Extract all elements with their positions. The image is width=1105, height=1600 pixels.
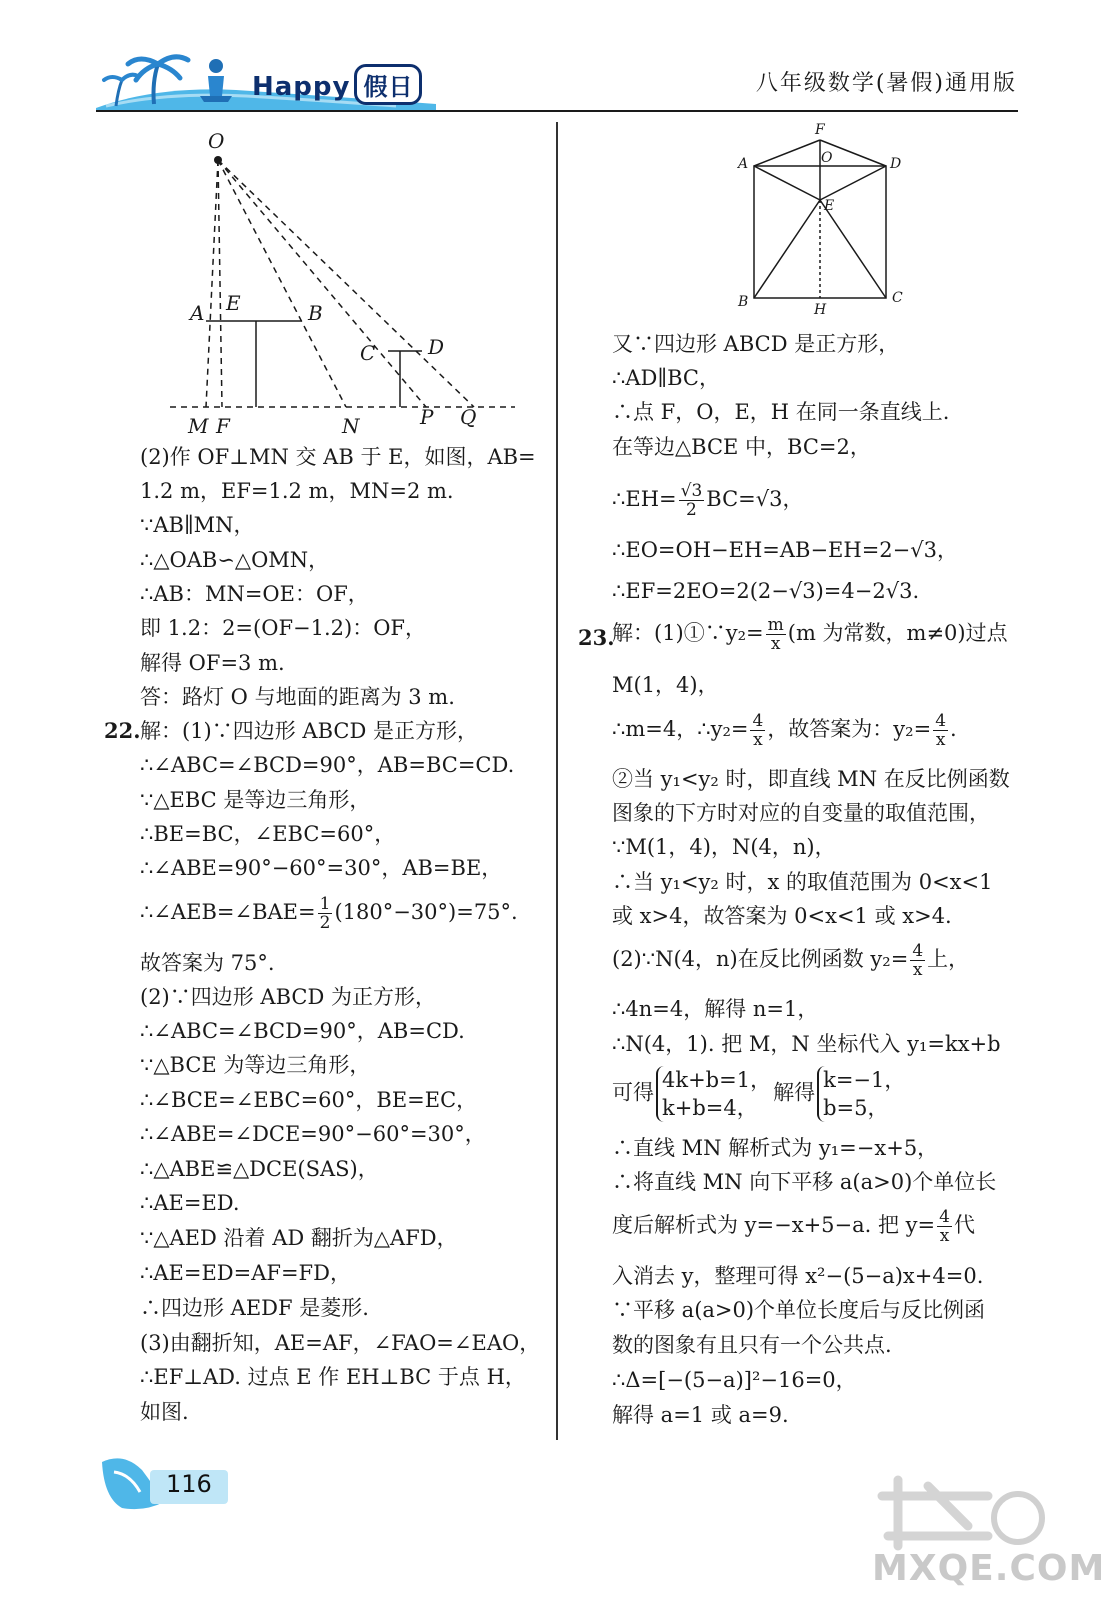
label-n: N — [342, 414, 360, 438]
text-line: ∴∠ABC=∠BCD=90°，AB=CD. — [140, 1019, 465, 1043]
text-segment: (m 为常数，m≠0)过点 — [787, 621, 1008, 645]
text-line: ∴当 y₁<y₂ 时，x 的取值范围为 0<x<1 — [612, 870, 993, 894]
text-line: 即 1.2：2=(OF−1.2)：OF， — [140, 616, 426, 640]
text-line: 数的图象有且只有一个公共点. — [612, 1333, 892, 1357]
text-line: ∵M(1，4)，N(4，n)， — [612, 835, 836, 859]
text-line-with-system — [612, 1066, 907, 1122]
text-line: ∵平移 a(a>0)个单位长度后与反比例函 — [612, 1298, 986, 1322]
fraction-denominator: x — [935, 730, 946, 750]
label-o: O — [821, 150, 833, 166]
brand-logo-cn: 假日 — [354, 64, 422, 105]
line-be — [754, 200, 820, 298]
figure-streetlight — [160, 130, 530, 440]
column-divider — [556, 122, 558, 1440]
text-line: 1.2 m，EF=1.2 m，MN=2 m. — [140, 479, 454, 503]
line-ed — [820, 166, 886, 200]
question-number: 22. — [104, 718, 141, 743]
text-line: ∴四边形 AEDF 是菱形. — [140, 1296, 369, 1320]
text-line: 或 x>4，故答案为 0<x<1 或 x>4. — [612, 904, 952, 928]
text-segment: 解得 — [773, 1080, 816, 1105]
fraction-numerator: 1 — [319, 894, 331, 914]
ray-on — [218, 160, 346, 407]
fraction-denominator: 2 — [686, 500, 697, 520]
label-b: B — [738, 294, 749, 310]
text-segment: 度后解析式为 y=−x+5−a. 把 y= — [612, 1213, 936, 1237]
text-line: ②当 y₁<y₂ 时，即直线 MN 在反比例函数 — [612, 767, 1010, 791]
text-line: ∵△AED 沿着 AD 翻折为△AFD， — [140, 1226, 458, 1250]
text-line: 如图. — [140, 1400, 189, 1424]
label-q: Q — [460, 405, 477, 429]
fraction-numerator: 4 — [935, 711, 947, 731]
text-line-with-fraction — [612, 482, 804, 519]
label-c: C — [360, 341, 376, 365]
equation: b=5， — [823, 1096, 889, 1120]
text-line: (2)∵四边形 ABCD 为正方形， — [140, 985, 436, 1009]
text-segment: ，故答案为：y₂= — [767, 717, 932, 741]
fraction-numerator: 4 — [752, 711, 764, 731]
fraction-denominator: x — [770, 634, 781, 654]
text-line: ∴点 F，O，E，H 在同一条直线上. — [612, 400, 950, 424]
text-line: 图象的下方时对应的自变量的取值范围， — [612, 801, 990, 825]
text-line: ∴BE=BC，∠EBC=60°， — [140, 822, 396, 846]
text-line: (3)由翻折知，AE=AF，∠FAO=∠EAO， — [140, 1331, 541, 1355]
fraction — [318, 895, 333, 932]
fraction-denominator: x — [912, 960, 923, 980]
text-line: ∴EO=OH−EH=AB−EH=2−√3， — [612, 538, 958, 562]
text-segment: (180°−30°)=75°. — [334, 900, 518, 924]
page-badge-art — [94, 1452, 234, 1518]
line-ce — [820, 200, 886, 298]
label-f: F — [815, 122, 825, 138]
text-line: ∴∠ABE=∠DCE=90°−60°=30°， — [140, 1122, 486, 1146]
text-line-with-fraction — [612, 616, 1008, 653]
fraction — [933, 712, 948, 749]
ray-om — [206, 160, 218, 407]
text-line: ∴EF⊥AD. 过点 E 作 EH⊥BC 于点 H， — [140, 1365, 526, 1389]
text-line: ∵AB∥MN， — [140, 513, 255, 537]
text-line: ∴N(4，1). 把 M，N 坐标代入 y₁=kx+b — [612, 1032, 1001, 1056]
fraction — [766, 616, 786, 653]
equation: k=−1， — [823, 1068, 906, 1092]
text-segment: ∴∠AEB=∠BAE= — [140, 900, 316, 924]
label-d: D — [428, 335, 445, 359]
line-af — [754, 140, 820, 166]
label-d: D — [890, 156, 902, 172]
brand-logo-en: Happy — [252, 72, 351, 102]
text-line: M(1，4)， — [612, 673, 719, 697]
text-line: 又∵四边形 ABCD 是正方形， — [612, 332, 900, 356]
text-line: ∴直线 MN 解析式为 y₁=−x+5， — [612, 1136, 939, 1160]
text-segment: (2)∵N(4，n)在反比例函数 y₂= — [612, 947, 909, 971]
text-segment: BC=√3， — [706, 487, 804, 511]
text-line: ∴△OAB∽△OMN， — [140, 548, 330, 572]
text-line: ∴AE=ED=AF=FD， — [140, 1261, 351, 1285]
text-segment: . — [950, 717, 957, 741]
text-line: 答：路灯 O 与地面的距离为 3 m. — [140, 685, 455, 709]
text-line: 解得 a=1 或 a=9. — [612, 1403, 789, 1427]
text-line: ∴∠ABC=∠BCD=90°，AB=BC=CD. — [140, 753, 515, 777]
text-segment: ∴m=4，∴y₂= — [612, 717, 749, 741]
ray-op — [218, 160, 426, 407]
label-c: C — [892, 290, 903, 306]
book-title: 八年级数学(暑假)通用版 — [755, 71, 1017, 96]
text-segment: 代 — [953, 1213, 975, 1237]
text-line: 故答案为 75°. — [140, 951, 275, 975]
label-h: H — [814, 302, 827, 318]
solution-system — [817, 1066, 905, 1122]
ray-of — [218, 160, 222, 407]
text-line: ∴将直线 MN 向下平移 a(a>0)个单位长 — [612, 1170, 997, 1194]
fraction-numerator: m — [767, 615, 784, 635]
text-line: ∴AD∥BC， — [612, 366, 720, 390]
fraction — [750, 712, 765, 749]
equation: k+b=4， — [662, 1096, 758, 1120]
equation-system — [656, 1066, 771, 1122]
label-a: A — [738, 156, 749, 172]
fraction — [910, 942, 925, 979]
fraction-numerator: 4 — [939, 1207, 950, 1227]
text-line: ∴EF=2EO=2(2−√3)=4−2√3. — [612, 579, 920, 603]
text-line-with-fraction — [612, 1208, 975, 1245]
label-e: E — [824, 198, 835, 214]
label-f: F — [216, 414, 230, 438]
brand-logo — [252, 64, 422, 105]
fraction-denominator: x — [753, 730, 763, 750]
label-o: O — [208, 129, 225, 153]
fraction-numerator: 4 — [912, 941, 924, 961]
text-line: 解得 OF=3 m. — [140, 651, 285, 675]
label-a: A — [190, 301, 205, 325]
watermark-text: MXQE.COM — [872, 1548, 1105, 1589]
header-rule — [96, 110, 1018, 112]
fraction-numerator: √3 — [680, 481, 703, 501]
question-number: 23. — [578, 625, 615, 650]
text-line: ∴AE=ED. — [140, 1191, 240, 1215]
figure-square — [730, 118, 910, 318]
line-ae — [754, 166, 820, 200]
point-o — [214, 156, 222, 164]
text-line: ∵△EBC 是等边三角形， — [140, 788, 371, 812]
text-line-with-fraction — [612, 712, 957, 749]
fraction — [937, 1208, 952, 1245]
text-line: 解：(1)∵四边形 ABCD 是正方形， — [140, 719, 478, 743]
label-m: M — [188, 414, 209, 438]
text-line: ∴△ABE≌△DCE(SAS)， — [140, 1157, 379, 1181]
text-line-with-fraction — [140, 895, 518, 932]
page-number: 116 — [166, 1470, 212, 1498]
text-line: (2)作 OF⊥MN 交 AB 于 E，如图，AB= — [140, 445, 536, 469]
text-line: ∵△BCE 为等边三角形， — [140, 1053, 371, 1077]
text-line: 入消去 y，整理可得 x²−(5−a)x+4=0. — [612, 1264, 984, 1288]
label-b: B — [308, 301, 323, 325]
text-line: 在等边△BCE 中，BC=2， — [612, 435, 871, 459]
text-segment: 上， — [927, 947, 970, 971]
text-line: ∴Δ=[−(5−a)]²−16=0， — [612, 1368, 857, 1392]
text-line: ∴∠BCE=∠EBC=60°，BE=EC， — [140, 1088, 478, 1112]
text-line: ∴AB：MN=OE：OF， — [140, 582, 369, 606]
equation: 4k+b=1， — [662, 1068, 772, 1092]
text-segment: 可得 — [612, 1080, 654, 1105]
text-segment: ∴EH= — [612, 487, 677, 511]
fraction-denominator: x — [939, 1226, 950, 1246]
text-segment: 解：(1)①∵y₂= — [612, 621, 764, 645]
text-line-with-fraction — [612, 942, 969, 979]
label-p: P — [420, 405, 434, 429]
label-e: E — [226, 291, 241, 315]
fraction — [679, 482, 705, 519]
fraction-denominator: 2 — [319, 913, 331, 933]
text-line: ∴4n=4，解得 n=1， — [612, 997, 819, 1021]
text-line: ∴∠ABE=90°−60°=30°，AB=BE， — [140, 856, 503, 880]
